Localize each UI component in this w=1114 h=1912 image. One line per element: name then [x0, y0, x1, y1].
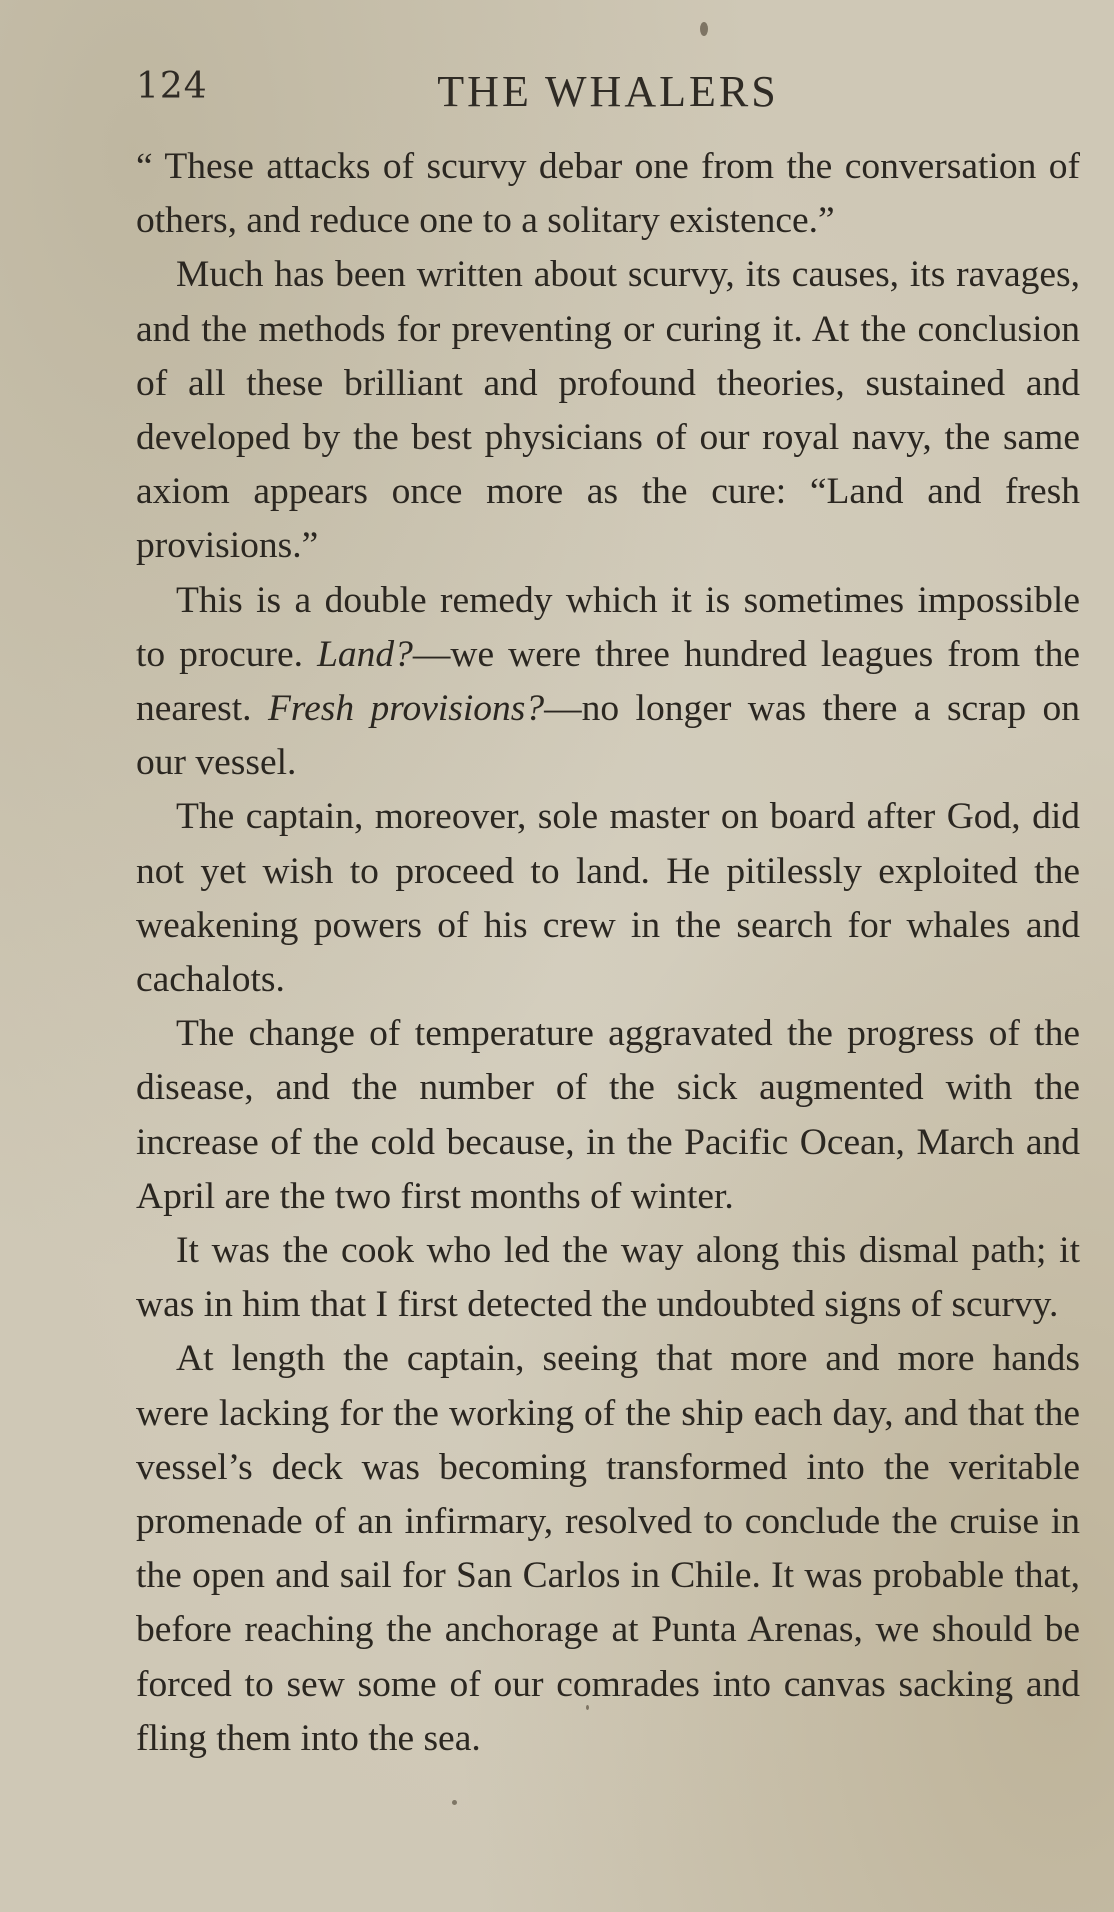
running-head — [136, 66, 1080, 126]
text-run: —no longer was there a scrap on our vessel. — [136, 688, 1080, 784]
text-run: —we were three hundred leagues from the nearest. — [136, 633, 1080, 730]
paragraph-2 — [136, 248, 1080, 573]
paragraph-1 — [136, 140, 1080, 248]
running-title: THE WHALERS — [437, 67, 779, 116]
paragraph-4 — [136, 790, 1080, 1007]
paragraph-6 — [136, 1224, 1080, 1332]
text-run: At length the captain, seeing that more and more hands were lacking for the working of the ship each day, and that the vessel’s deck was becoming transformed into the veritable promenade of an infirmary, resolved to conclude the cruise in the open and sail for San Carlos in Chile. It was probable that, before reaching the anchorage at Punta Arenas, we should be forced to sew some of our comrades into canvas sacking and fling them into the sea. — [136, 1338, 1080, 1759]
paragraph-5 — [136, 1007, 1080, 1224]
paper-speck — [586, 1705, 589, 1710]
paper-speck — [452, 1800, 457, 1805]
italic-text-run: Fresh provisions? — [267, 688, 545, 730]
italic-text-run: Land? — [317, 633, 413, 675]
text-run: Much has been written about scurvy, its causes, its ravages, and the methods for preventing or curing it. At the conclusion of all these brilliant and profound theories, sustained and developed by the best physicians of our royal navy, the same axiom appears once more as the cure: “Land and fresh provisions.” — [136, 254, 1080, 567]
text-run: It was the cook who led the way along this dismal path; it was in him that I first detected the undoubted signs of scurvy. — [136, 1230, 1080, 1326]
page-number: 124 — [136, 66, 208, 107]
body-text — [136, 140, 1080, 1766]
paragraph-3 — [136, 574, 1080, 791]
text-run: The change of temperature aggravated the progress of the disease, and the number of the sick augmented with the increase of the cold because, in the Pacific Ocean, March and April are the two first months of winter. — [136, 1013, 1080, 1217]
text-run: The captain, moreover, sole master on board after God, did not yet wish to proceed to land. He pitilessly exploited the weakening powers of his crew in the search for whales and cachalots. — [136, 796, 1080, 1001]
paragraph-7 — [136, 1332, 1080, 1766]
paper-speck — [700, 22, 708, 36]
text-run: “ These attacks of scurvy debar one from the conversation of others, and reduce one to a solitary existence.” — [136, 146, 1080, 242]
text-run: This is a double remedy which it is sometimes impossible to procure. — [136, 579, 1080, 675]
